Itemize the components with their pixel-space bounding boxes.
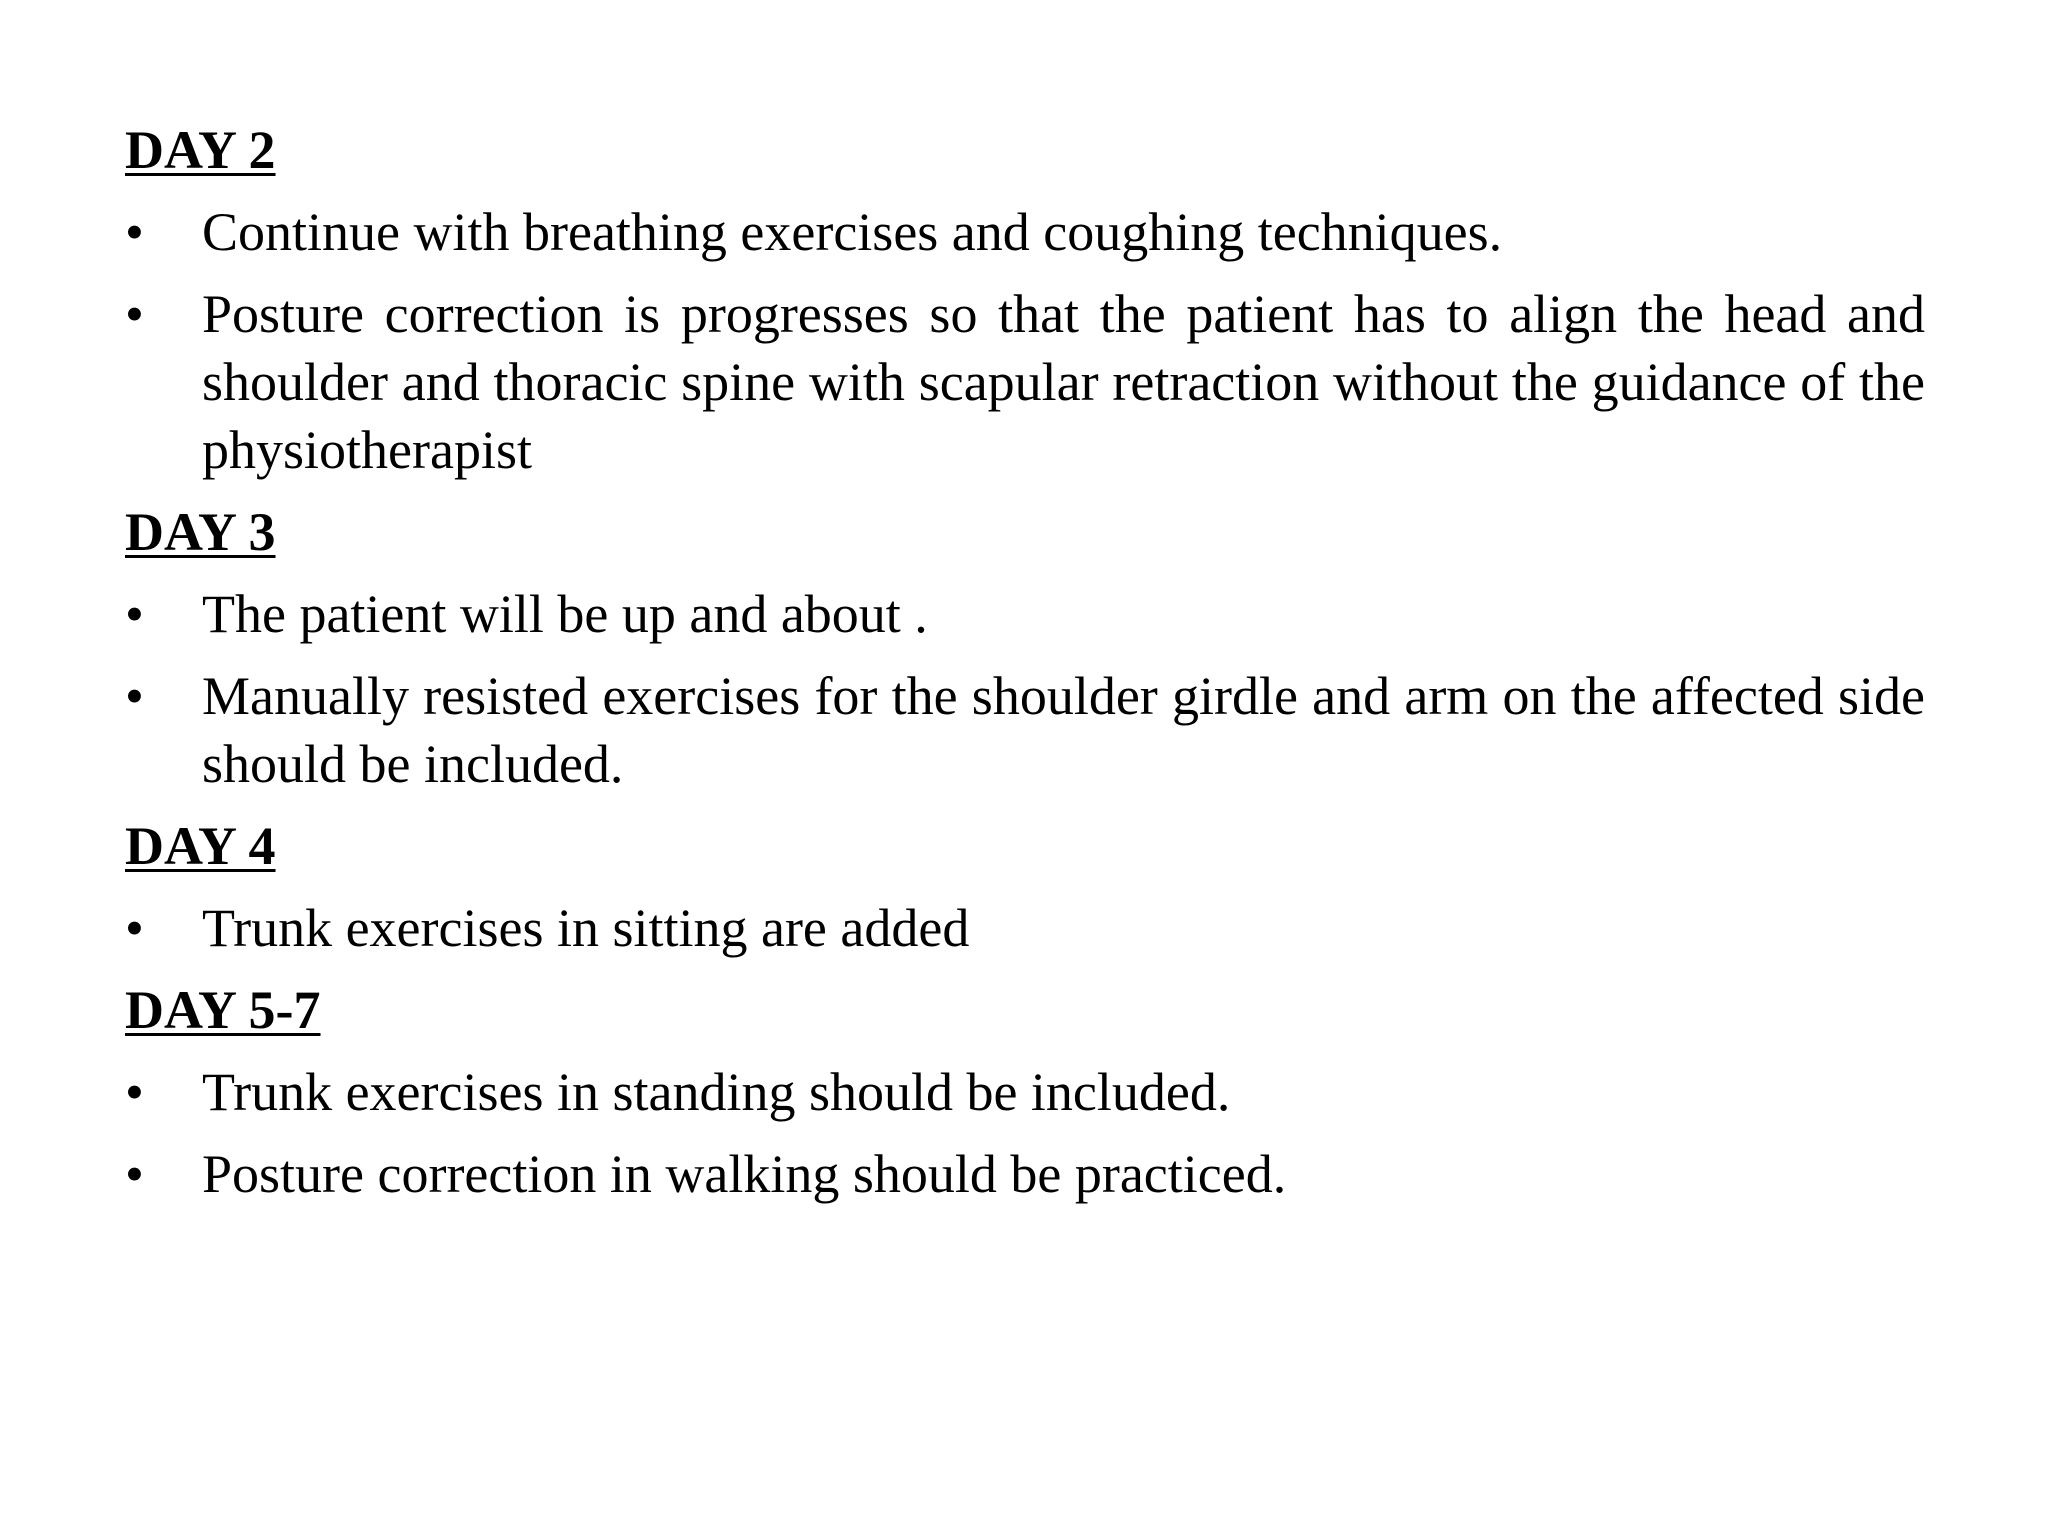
bullet-icon: • xyxy=(125,584,144,644)
bullet-text: Manually resisted exercises for the shoulder girdle and arm on the affected side should be included. xyxy=(202,666,1925,794)
bullet-text: Posture correction in walking should be practiced. xyxy=(202,1144,1287,1204)
bullet-icon: • xyxy=(125,898,144,958)
section-day-4 xyxy=(125,812,1925,962)
section-day-5-7 xyxy=(125,976,1925,1208)
bullet-list xyxy=(125,580,1925,798)
slide-content xyxy=(125,116,1925,1222)
section-heading: DAY 3 xyxy=(125,502,276,562)
bullet-icon: • xyxy=(125,1062,144,1122)
bullet-list xyxy=(125,1058,1925,1208)
bullet-icon: • xyxy=(125,666,144,726)
list-item xyxy=(125,1140,1925,1208)
list-item xyxy=(125,894,1925,962)
bullet-list xyxy=(125,198,1925,484)
bullet-icon: • xyxy=(125,284,144,344)
bullet-text: The patient will be up and about . xyxy=(202,584,928,644)
list-item xyxy=(125,280,1925,484)
bullet-icon: • xyxy=(125,202,144,262)
section-day-2 xyxy=(125,116,1925,484)
list-item xyxy=(125,198,1925,266)
bullet-text: Continue with breathing exercises and coughing techniques. xyxy=(202,202,1503,262)
section-heading: DAY 2 xyxy=(125,120,276,180)
section-heading: DAY 4 xyxy=(125,816,276,876)
list-item xyxy=(125,1058,1925,1126)
bullet-text: Posture correction is progresses so that the patient has to align the head and shoulder and thoracic spine with scapular retraction without the guidance of the physiotherapist xyxy=(202,284,1925,480)
bullet-text: Trunk exercises in standing should be included. xyxy=(202,1062,1231,1122)
bullet-list xyxy=(125,894,1925,962)
list-item xyxy=(125,580,1925,648)
bullet-text: Trunk exercises in sitting are added xyxy=(202,898,970,958)
list-item xyxy=(125,662,1925,798)
bullet-icon: • xyxy=(125,1144,144,1204)
section-day-3 xyxy=(125,498,1925,798)
section-heading: DAY 5-7 xyxy=(125,980,321,1040)
